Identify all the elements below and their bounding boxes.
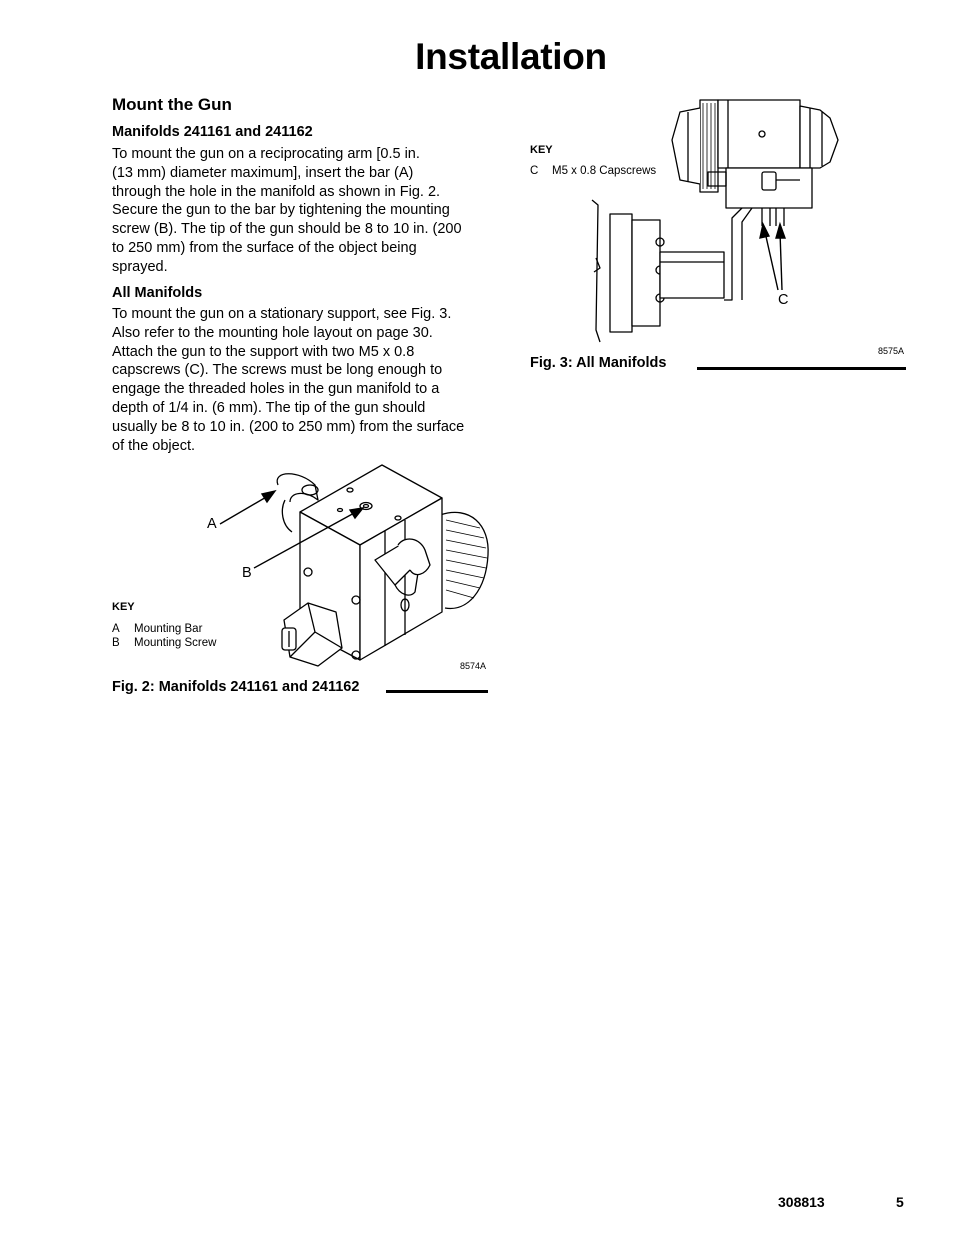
- text-line: capscrews (C). The screws must be long enough to: [112, 362, 443, 379]
- text-line: to 250 mm) from the surface of the object being: [112, 239, 417, 256]
- fig2-key-row-b: B Mounting Screw: [112, 637, 217, 649]
- text-line: usually be 8 to 10 in. (200 to 250 mm) from the surface: [112, 418, 465, 435]
- text-line: screw (B). The tip of the gun should be 8 to 10 in. (200: [112, 221, 462, 238]
- text-line: Also refer to the mounting hole layout on page 30.: [112, 324, 433, 341]
- page-title: Installation: [415, 36, 607, 77]
- fig2-code: 8574A: [460, 661, 487, 671]
- text-line: Attach the gun to the support with two M5 x 0.8: [112, 343, 415, 360]
- fig2-key-title: KEY: [112, 601, 135, 613]
- text-line: Secure the gun to the bar by tightening the mounting: [112, 202, 450, 219]
- text-line: through the hole in the manifold as shown in Fig. 2.: [112, 183, 441, 200]
- text-line: To mount the gun on a reciprocating arm [0.5 in.: [112, 146, 420, 162]
- section-heading: Mount the Gun: [112, 95, 232, 114]
- fig2-key-row-a: A Mounting Bar: [112, 623, 203, 635]
- fig3-code: 8575A: [878, 346, 905, 356]
- fig2-caption: Fig. 2: Manifolds 241161 and 241162: [112, 679, 360, 695]
- fig2-callout-b: B: [242, 565, 252, 581]
- fig3-key-title: KEY: [530, 144, 553, 156]
- text-line: engage the threaded holes in the gun manifold to a: [112, 381, 440, 398]
- subsection-heading-manifolds: Manifolds 241161 and 241162: [112, 124, 313, 140]
- fig3-callout-c: C: [778, 292, 789, 308]
- page-number: 5: [896, 1194, 904, 1210]
- text-line: sprayed.: [112, 258, 168, 275]
- fig3-caption-rule: [697, 367, 906, 370]
- text-line: depth of 1/4 in. (6 mm). The tip of the gun should: [112, 399, 426, 416]
- fig2-callout-a: A: [207, 516, 217, 532]
- subsection-heading-all-manifolds: All Manifolds: [112, 285, 203, 301]
- doc-number: 308813: [778, 1194, 825, 1210]
- text-line: of the object.: [112, 437, 196, 454]
- fig3-caption: Fig. 3: All Manifolds: [530, 355, 667, 371]
- text-line: To mount the gun on a stationary support, see Fig. 3.: [112, 306, 452, 322]
- fig3-key-row-c: C M5 x 0.8 Capscrews: [530, 165, 657, 177]
- text-line: (13 mm) diameter maximum], insert the bar (A): [112, 164, 414, 181]
